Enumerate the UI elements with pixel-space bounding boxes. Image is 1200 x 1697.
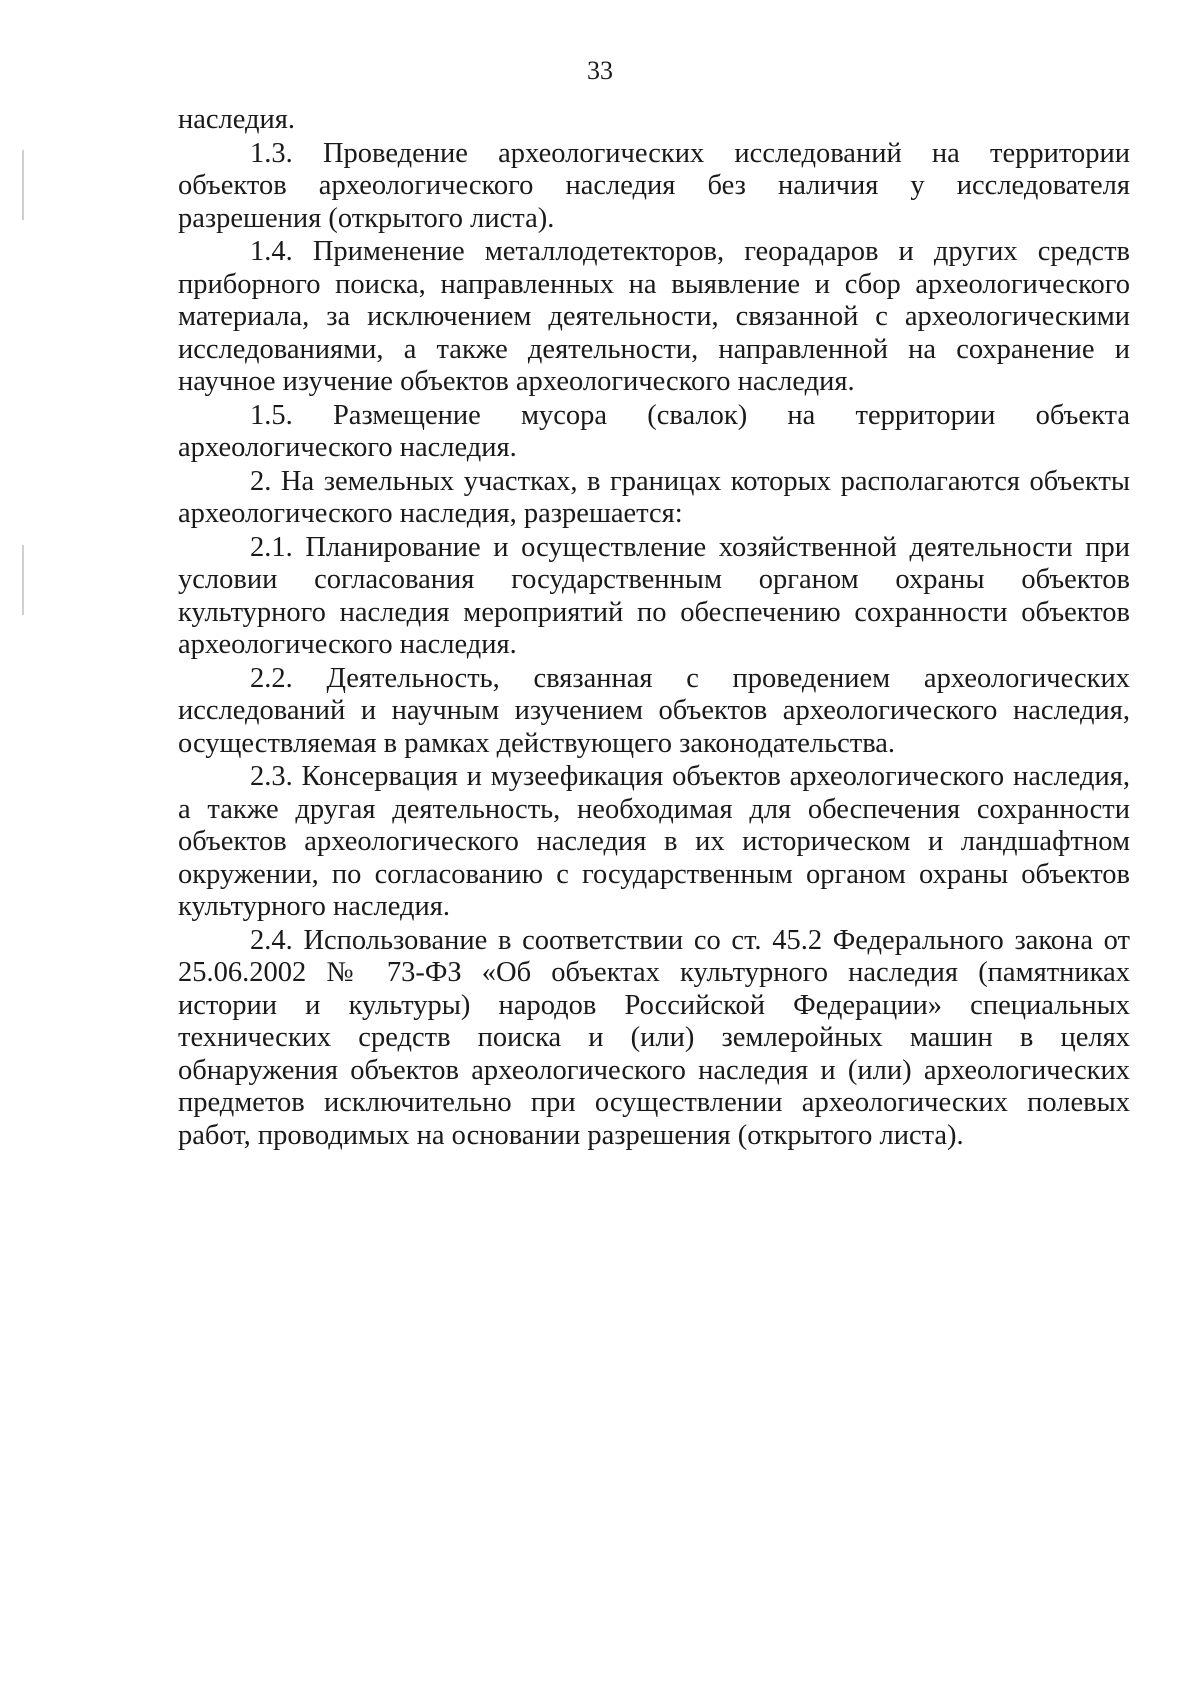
paragraph-continuation: наследия. <box>178 104 296 135</box>
paragraph-2-4: 2.4. Использование в соответствии со ст. 45.2 Федерального закона от 25.06.2002 № 73-ФЗ «Об объектах культурного наследия (памятниках истории и культуры) народов Российской Федерации» специальных технических средств поиска и (или) землеройных машин в целях обнаружения объектов археологического наследия и (или) археологических предметов исключительно при осуществлении археологических полевых работ, проводимых на основании разрешения (открытого листа). <box>178 924 1130 1151</box>
scan-artifact <box>22 545 24 615</box>
document-body <box>178 104 1130 1152</box>
paragraph-2-1: 2.1. Планирование и осуществление хозяйственной деятельности при условии согласования государственным органом охраны объектов культурного наследия мероприятий по обеспечению сохранности объектов археологического наследия. <box>178 531 1130 660</box>
paragraph-2-2: 2.2. Деятельность, связанная с проведением археологических исследований и научным изучением объектов археологического наследия, осуществляемая в рамках действующего законодательства. <box>178 662 1130 759</box>
paragraph-2-3: 2.3. Консервация и музеефикация объектов археологического наследия, а также другая деятельность, необходимая для обеспечения сохранности объектов археологического наследия в их историческом и ландшафтном окружении, по согласованию с государственным органом охраны объектов культурного наследия. <box>178 761 1130 922</box>
paragraph-1-3: 1.3. Проведение археологических исследований на территории объектов археологического наследия без наличия у исследователя разрешения (открытого листа). <box>178 137 1130 234</box>
paragraph-1-4: 1.4. Применение металлодетекторов, георадаров и других средств приборного поиска, направленных на выявление и сбор археологического материала, за исключением деятельности, связанной с археологическими исследованиями, а также деятельности, направленной на сохранение и научное изучение объектов археологического наследия. <box>178 236 1130 397</box>
scan-artifact <box>22 150 24 220</box>
page-number: 33 <box>587 56 613 85</box>
paragraph-2: 2. На земельных участках, в границах которых располагаются объекты археологического наследия, разрешается: <box>178 465 1130 529</box>
paragraph-1-5: 1.5. Размещение мусора (свалок) на территории объекта археологического наследия. <box>178 399 1130 463</box>
